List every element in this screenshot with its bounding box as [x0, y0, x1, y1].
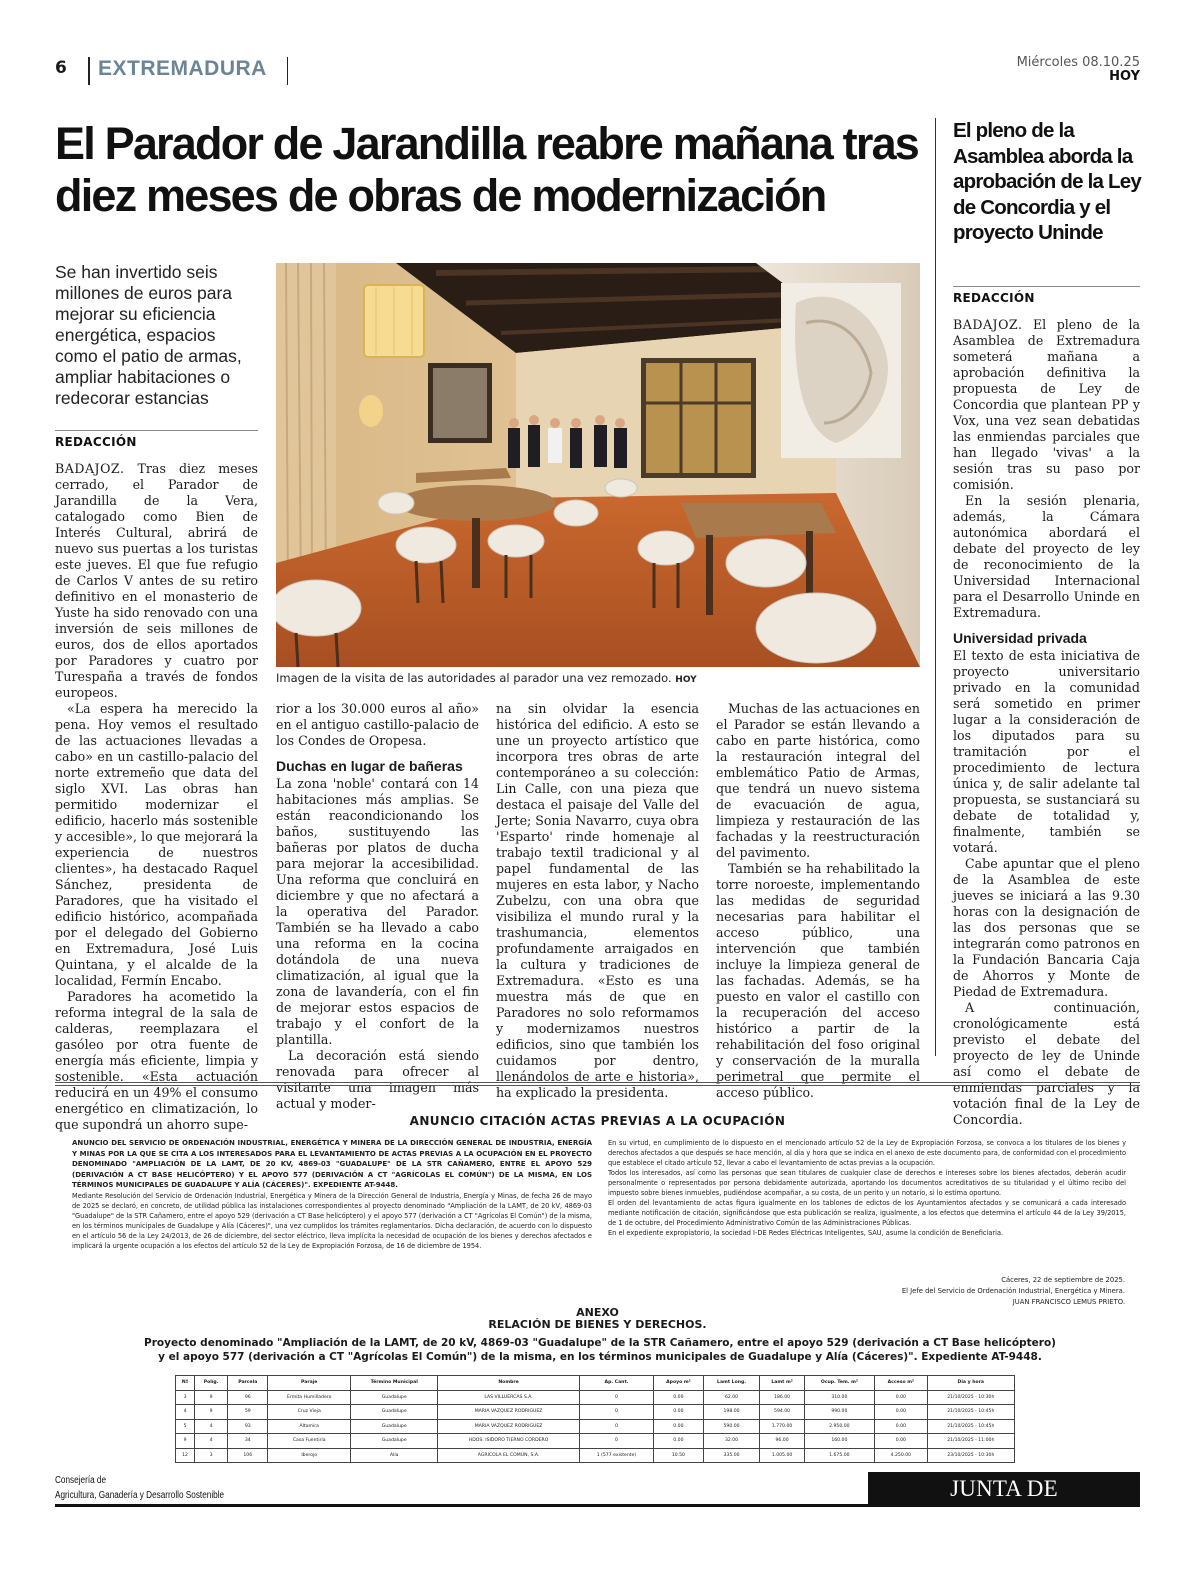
table-cell: 0	[579, 1434, 653, 1449]
table-header-cell: Políg.	[195, 1376, 228, 1391]
table-cell: 2.950.00	[804, 1419, 874, 1434]
table-cell: 4	[195, 1434, 228, 1449]
signature-date: Cáceres, 22 de septiembre de 2025.	[1001, 1276, 1125, 1284]
table-cell: 1.005.00	[760, 1448, 804, 1463]
table-cell: LAS VILLUERCAS S.A.	[438, 1390, 579, 1405]
paragraph: Muchas de las actuaciones en el Parador se están llevando a cabo en parte histórica, como la restauración integral del emblemático Patio de Armas, que tendrá un nuevo sistema de evacuación de agua, limpieza y restauración de las fachadas y la reestructuración del pavimento.	[716, 701, 920, 860]
table-cell: 0.00	[654, 1419, 703, 1434]
table-cell: 0	[579, 1390, 653, 1405]
notice-title: ANUNCIO CITACIÓN ACTAS PREVIAS A LA OCUPACIÓN	[409, 1114, 786, 1128]
table-cell: Cruz Vieja	[268, 1405, 351, 1420]
paragraph: Cabe apuntar que el pleno de la Asamblea de este jueves se iniciará a las 9.30 horas con la designación de las dos personas que se integrarán como patronos en la Fundación Bancaria Caja de Ahorros y Monte de Piedad de Extremadura.	[953, 856, 1140, 999]
table-cell: MARIA VAZQUEZ RODRIGUEZ	[438, 1405, 579, 1420]
notice-paragraph: El orden del levantamiento de actas figura igualmente en los tablones de edictos de los Ayuntamientos afectados y se comunicará a cada interesado mediante notificación de citación, significándose que esta publicación se realiza, igualmente, a los efectos que determina el artículo 44 de la Ley 39/2015, de 1 de octubre, del Procedimiento Administrativo Común de las Administraciones Públicas.	[608, 1199, 1126, 1227]
notice-paragraph: En el expediente expropiatorio, la sociedad I-DE Redes Eléctricas Inteligentes, SAU, asume la condición de Beneficiaria.	[608, 1229, 1004, 1237]
notice-intro-text: Mediante Resolución del Servicio de Ordenación Industrial, Energética y Minera de la Dirección General de Industria, Energía y Minas, de fecha 26 de mayo de 2025 se declaró, en concreto, de utilidad pública las instalaciones correspondientes al proyecto denominado "Ampliación de la LAMT, de 20 kV, 4869-03 "Guadalupe" de la STR Cañamero, entre el apoyo 529 (derivación a CT Base helicóptero) y el apoyo 577 (derivación a CT "Agrícolas El Común") de la misma, en los términos municipales de Guadalupe y Alía (Cáceres)", una vez cumplidos los trámites reglamentarios. Dicha declaración, de acuerdo con lo dispuesto en el artículo 56 de la Ley 24/2013, de 26 de diciembre, del sector eléctrico, lleva implícita la necesidad de ocupación de los bienes y derechos afectados e implicará la urgente ocupación a los efectos del artículo 52 de la Ley de Expropiación Forzosa, de 16 de diciembre de 1954.	[72, 1191, 592, 1250]
project-title	[130, 1336, 1070, 1364]
paragraph-text: Tras diez meses cerrado, el Parador de Jarandilla de la Vera, catalogado como Bien de Interés Cultural, abrirá de nuevo sus puertas a los turistas este jueves. El que fue refugio de Carlos V antes de su retiro definitivo en el monasterio de Yuste ha sido renovado con una inversión de seis millones de euros, dos de ellos aportados por Paradores y cuatro por Turespaña a través de fondos europeos.	[55, 461, 258, 700]
table-cell: 106	[228, 1448, 268, 1463]
date-text: Miércoles 08.10.25	[1016, 55, 1140, 70]
table-cell: 0.00	[654, 1405, 703, 1420]
table-cell: 21/10/2025 - 10:45h	[927, 1405, 1014, 1420]
paragraph-text: El pleno de la Asamblea de Extremadura someterá mañana a aprobación definitiva la propuesta de Ley de Concordia que plantean PP y Vox, una vez sean debatidas las enmiendas parciales que han llegado 'vivas' a la sesión tras su paso por comisión.	[953, 317, 1140, 492]
table-cell: 0	[579, 1419, 653, 1434]
article-headline: El Parador de Jarandilla reabre mañana tras diez meses de obras de modernización	[55, 118, 919, 221]
table-header-cell: Día y hora	[927, 1376, 1014, 1391]
table-header-cell: Ap. Cant.	[579, 1376, 653, 1391]
table-cell: 4	[176, 1405, 195, 1420]
paragraph: El texto de esta iniciativa de proyecto universitario privado en la comunidad será sometido en primer lugar a la consideración de los diputados para su tramitación por el procedimiento de lectura única y, de salir adelante tal propuesta, se sustanciará su debate de totalidad y, finalmente, también se votará.	[953, 648, 1140, 855]
table-cell: 9	[195, 1405, 228, 1420]
table-header-cell: Paraje	[268, 1376, 351, 1391]
table-cell: 4	[195, 1419, 228, 1434]
sidebar-byline-rule	[953, 286, 1140, 287]
table-cell: 32.00	[703, 1434, 760, 1449]
paragraph: También se ha rehabilitado la torre noroeste, implementando las medidas de seguridad necesarias para habilitar el acceso público, una intervención que también incluye la limpieza general de las fachadas. Además, se ha puesto en valor el castillo con la recuperación del acceso histórico a partir de la rehabilitación del foso original y conservación de la muralla perimetral que permite el acceso público.	[716, 861, 920, 1100]
sidebar-column	[953, 317, 1140, 1128]
table-header-cell: Acceso m²	[875, 1376, 928, 1391]
paper-name: HOY	[1109, 69, 1140, 84]
notice-paragraph: Todos los interesados, así como las personas que sean titulares de cualquier clase de derechos e intereses sobre los bienes afectados, deberán acudir personalmente o representados por persona debidamente autorizada, aportando los documentos acreditativos de su titularidad y el último recibo del impuesto sobre bienes inmuebles, pudiéndose acompañar, a su costa, de un perito y un notario, si lo estima oportuno.	[608, 1169, 1126, 1197]
paragraph: En la sesión plenaria, además, la Cámara autonómica abordará el debate del proyecto de ley de reconocimiento de la Universidad Internacional para el Desarrollo Uninde en Extremadura.	[953, 493, 1140, 620]
footer-line-2: Agricultura, Ganadería y Desarrollo Sostenible	[55, 1490, 225, 1501]
article-column-3	[496, 701, 699, 1101]
table-cell: 9	[195, 1390, 228, 1405]
paragraph: La decoración está siendo renovada para ofrecer al visitante una imagen más actual y moder-	[276, 1048, 479, 1111]
restaurant-interior-photo	[276, 263, 920, 667]
table-cell: Casa Fuentiria	[268, 1434, 351, 1449]
table-cell: 21/10/2025 - 10:30h	[927, 1390, 1014, 1405]
article-column-1	[55, 461, 258, 1133]
table-cell: 34	[228, 1434, 268, 1449]
sidebar-divider	[935, 118, 936, 1056]
section-divider	[88, 57, 90, 85]
table-cell: 186.00	[760, 1390, 804, 1405]
table-cell: Guadalupe	[351, 1434, 438, 1449]
paragraph	[55, 461, 258, 701]
junta-logo-text: JUNTA DE EXTREMADURA	[868, 1472, 1140, 1504]
table-cell: 93	[228, 1419, 268, 1434]
table-cell: 5	[176, 1419, 195, 1434]
table-cell: 3	[195, 1448, 228, 1463]
paragraph: La zona 'noble' contará con 14 habitaciones más amplias. Se están reacondicionando los baños, sustituyendo las bañeras por platos de ducha para mejorar la accesibilidad. Una reforma que concluirá en diciembre y que no afectará a la operativa del Parador. También se ha llevado a cabo una reforma en la cocina dotándola de una nueva climatización, al igual que la zona de lavandería, con el fin de mejorar estos espacios de trabajo y el confort de la plantilla.	[276, 776, 479, 1047]
table-cell: 310.00	[804, 1390, 874, 1405]
table-row	[176, 1405, 1015, 1420]
dateline-place: BADAJOZ.	[55, 461, 125, 476]
notice-left-column	[72, 1138, 592, 1251]
issue-date	[1017, 56, 1140, 84]
table-row	[176, 1419, 1015, 1434]
article-column-4	[716, 701, 920, 1101]
sidebar-headline: El pleno de la Asamblea aborda la aprobación de la Ley de Concordia y el proyecto Uninde	[953, 119, 1141, 244]
table-cell: 198.00	[703, 1405, 760, 1420]
table-cell: 96.00	[760, 1434, 804, 1449]
signature-name: JUAN FRANCISCO LEMUS PRIETO.	[1012, 1298, 1125, 1306]
table-cell: 990.00	[804, 1405, 874, 1420]
footer-line-1: Consejería de	[55, 1475, 107, 1486]
table-cell: 4.250.00	[875, 1448, 928, 1463]
table-header-cell: Término Municipal	[351, 1376, 438, 1391]
table-cell: 0.00	[875, 1405, 928, 1420]
sidebar-subhead: Universidad privada	[953, 630, 1087, 646]
notice-signature	[902, 1275, 1125, 1308]
paragraph: na sin olvidar la esencia histórica del edificio. A esto se une un proyecto artístico que incorpora tres obras de arte contemporáneo a su colección: Lin Calle, con una pieza que destaca el paisaje del Valle del Jerte; Sonia Navarro, cuya obra 'Esparto' rinde homenaje al trabajo textil tradicional y al papel fundamental de las mujeres en esta labor, y Nacho Zubelzu, con una obra que visibiliza el mundo rural y la trashumancia, elementos profundamente arraigados en la cultura y tradiciones de Extremadura. «Esto es una muestra más de que en Paradores no solo reformamos y modernizamos nuestros edificios, sino que también los cuidamos por dentro, llenándolos de arte e historia», ha explicado la presidenta.	[496, 701, 699, 1100]
table-cell: 23/10/2025 - 10:30h	[927, 1448, 1014, 1463]
table-cell: 0	[579, 1405, 653, 1420]
notice-paragraph: En su virtud, en cumplimiento de lo dispuesto en el mencionado artículo 52 de la Ley de Expropiación Forzosa, se convoca a los titulares de los bienes y derechos afectados a que después se hace mención, al día y hora que se indica en el anexo de este documento para, de conformidad con el procedimiento que establece el citado artículo 52, llevar a cabo el levantamiento de actas previas a la ocupación.	[608, 1139, 1126, 1167]
table-cell: 9	[176, 1434, 195, 1449]
article-lead: Se han invertido seis millones de euros para mejorar su eficiencia energética, espacios como el patio de armas, ampliar habitaciones o redecorar estancias	[55, 262, 242, 408]
table-cell: 96	[228, 1390, 268, 1405]
footer-department	[55, 1473, 224, 1503]
photo-caption	[276, 671, 697, 685]
notice-right-column	[608, 1138, 1126, 1238]
table-cell: Ermita Humilladero	[268, 1390, 351, 1405]
byline-rule	[55, 430, 258, 431]
section-divider-right	[287, 57, 288, 85]
table-cell: 59	[228, 1405, 268, 1420]
table-header-cell: Ocup. Tem. m²	[804, 1376, 874, 1391]
table-cell: 160.00	[804, 1434, 874, 1449]
notice-intro-bold: ANUNCIO DEL SERVICIO DE ORDENACIÓN INDUSTRIAL, ENERGÉTICA Y MINERA DE LA DIRECCIÓN GENERAL DE INDUSTRIA, ENERGÍA Y MINAS POR LA QUE SE CITA A LOS INTERESADOS PARA EL LEVANTAMIENTO DE ACTAS PREVIAS A LA OCUPACIÓN EN EL PROYECTO DENOMINADO "AMPLIACIÓN DE LA LAMT, DE 20 KV, 4869-03 "GUADALUPE" DE LA STR CAÑAMERO, ENTRE EL APOYO 529 (DERIVACIÓN A CT BASE HELICÓPTERO) Y EL APOYO 577 (DERIVACIÓN A CT "AGRÍCOLAS EL COMÚN") DE LA MISMA, EN LOS TÉRMINOS MUNICIPALES DE GUADALUPE Y ALÍA (CÁCERES)". EXPEDIENTE AT-9448.	[72, 1139, 592, 1189]
table-cell: Guadalupe	[351, 1419, 438, 1434]
table-row	[176, 1434, 1015, 1449]
table-row	[176, 1448, 1015, 1463]
table-header-cell: Lamt Long.	[703, 1376, 760, 1391]
project-line-2: y el apoyo 577 (derivación a CT "Agrícolas El Común") de la misma, en los términos municipales de Guadalupe y Alía (Cáceres)". Expediente AT-9448.	[158, 1351, 1042, 1363]
table-cell: 1.770.00	[760, 1419, 804, 1434]
table-cell: 0.00	[875, 1419, 928, 1434]
paragraph	[953, 317, 1140, 493]
paragraph: «La espera ha merecido la pena. Hoy vemos el resultado de las actuaciones llevadas a cabo» en un castillo-palacio del norte extremeño que data del siglo XVI. Las obras han permitido modernizar el edificio, hacerlo más sostenible y accesible», lo que mejorará la experiencia de nuestros clientes», ha destacado Raquel Sánchez, presidenta de Paradores, que ha visitado el edificio histórico, acompañada por el delegado del Gobierno en Extremadura, José Luis Quintana, y el alcalde de la localidad, Fermín Encabo.	[55, 701, 258, 988]
table-cell: Guadalupe	[351, 1390, 438, 1405]
project-line-1: Proyecto denominado "Ampliación de la LAMT, de 20 kV, 4869-03 "Guadalupe" de la STR Cañamero, entre el apoyo 529 (derivación a CT Base helicóptero)	[144, 1337, 1056, 1349]
table-cell: 12	[176, 1448, 195, 1463]
table-header-row	[176, 1376, 1015, 1391]
article-subhead: Duchas en lugar de bañeras	[276, 758, 463, 774]
article-byline: REDACCIÓN	[55, 435, 137, 449]
table-cell: 1.675.00	[804, 1448, 874, 1463]
dateline-place: BADAJOZ.	[953, 317, 1023, 332]
annex-title: ANEXO	[576, 1306, 619, 1319]
table-cell: 590.00	[703, 1419, 760, 1434]
table-cell: 62.00	[703, 1390, 760, 1405]
table-cell: 0.00	[654, 1434, 703, 1449]
table-cell: 335.00	[703, 1448, 760, 1463]
table-header-cell: Lamt m²	[760, 1376, 804, 1391]
table-cell: Alía	[351, 1448, 438, 1463]
table-cell: 0.00	[654, 1390, 703, 1405]
property-table	[175, 1375, 1015, 1463]
table-cell: 0.00	[875, 1434, 928, 1449]
table-row	[176, 1390, 1015, 1405]
paragraph: Paradores ha acometido la reforma integral de la sala de calderas, reemplazara el gasóleo por otra fuente de energía más eficiente, limpia y sostenible. «Esta actuación reducirá en un 49% el consumo energético en climatización, lo que supondrá un ahorro supe-	[55, 989, 258, 1132]
table-cell: Iberojo	[268, 1448, 351, 1463]
paragraph: rior a los 30.000 euros al año» en el antiguo castillo-palacio de los Condes de Oropesa.	[276, 701, 479, 748]
table-cell: Altamira	[268, 1419, 351, 1434]
section-title: EXTREMADURA	[98, 57, 267, 80]
sidebar-byline: REDACCIÓN	[953, 291, 1035, 305]
table-cell: Guadalupe	[351, 1405, 438, 1420]
table-header-cell: Nº	[176, 1376, 195, 1391]
notice-top-rule	[55, 1082, 1140, 1086]
table-header-cell: Nombre	[438, 1376, 579, 1391]
table-cell: 3	[176, 1390, 195, 1405]
photo-credit: HOY	[675, 675, 697, 685]
table-cell: HDOS. ISIDORO TIERNO CORDERO	[438, 1434, 579, 1449]
table-header-cell: Parcela	[228, 1376, 268, 1391]
table-cell: 0.00	[875, 1390, 928, 1405]
table-cell: 21/10/2025 - 11:00h	[927, 1434, 1014, 1449]
annex-heading	[55, 1307, 1140, 1331]
table-cell: MARIA VAZQUEZ RODRIGUEZ	[438, 1419, 579, 1434]
article-photo	[276, 263, 920, 667]
caption-text: Imagen de la visita de las autoridades al parador una vez remozado.	[276, 671, 672, 685]
annex-subtitle: RELACIÓN DE BIENES Y DERECHOS.	[488, 1318, 707, 1331]
table-body	[176, 1390, 1015, 1463]
table-cell: 594.00	[760, 1405, 804, 1420]
article-column-2	[276, 701, 479, 1112]
table-cell: AGRICOLA EL COMÚN, S.A.	[438, 1448, 579, 1463]
signature-role: El Jefe del Servicio de Ordenación Industrial, Energética y Minera.	[901, 1287, 1125, 1295]
paragraph: A continuación, cronológicamente está previsto el debate del proyecto de ley de Uninde así como el debate de enmiendas parciales y la votación final de la Ley de Concordia.	[953, 1000, 1140, 1127]
table-cell: 10.50	[654, 1448, 703, 1463]
table-header-cell: Apoyo m²	[654, 1376, 703, 1391]
table-cell: 1 (577 existente)	[579, 1448, 653, 1463]
page-number: 6	[55, 58, 67, 78]
table-cell: 21/10/2025 - 10:45h	[927, 1419, 1014, 1434]
